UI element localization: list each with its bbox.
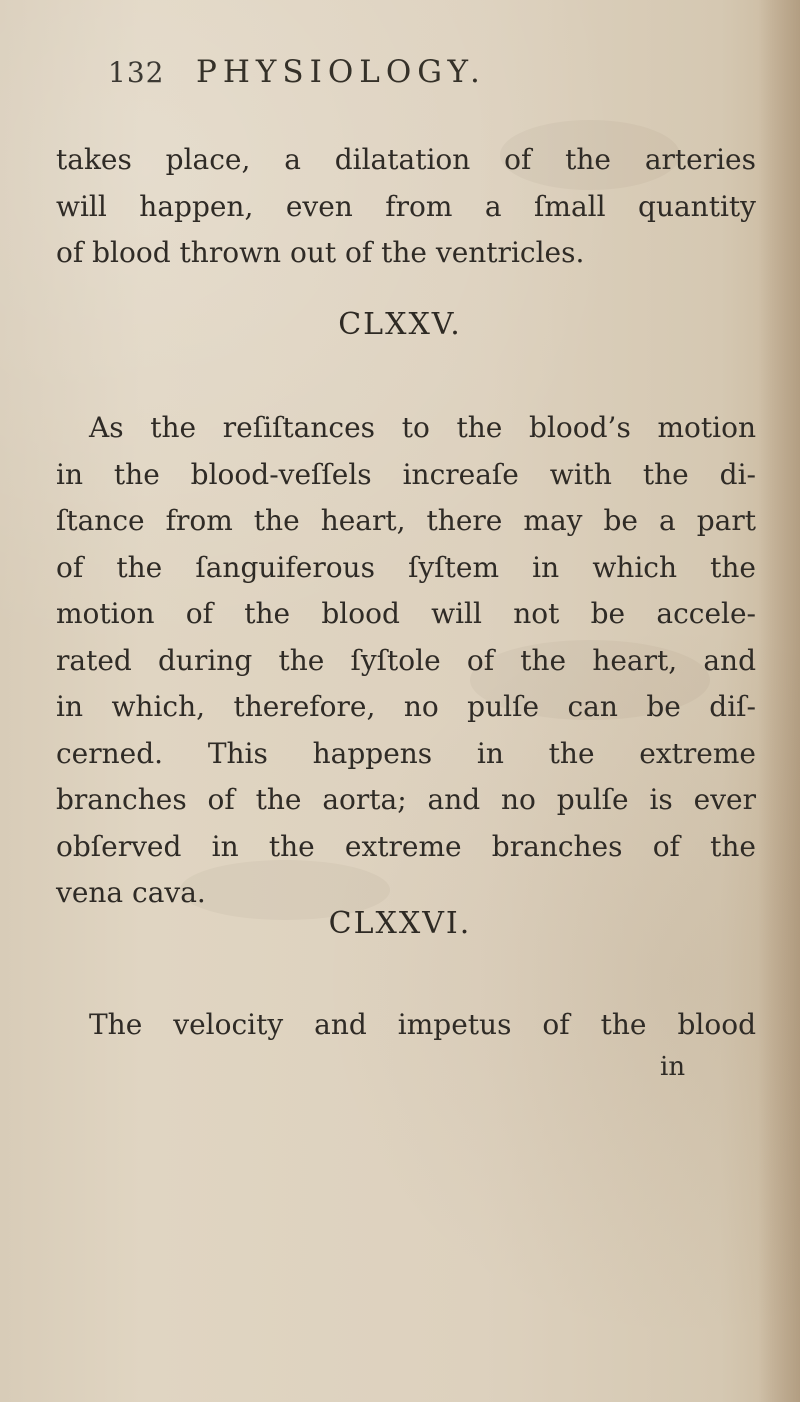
- text-line: obſerved in the extreme branches of the: [56, 829, 756, 863]
- text-line: vena cava.: [56, 876, 206, 909]
- text-line: cerned. This happens in the extreme: [56, 736, 756, 770]
- running-head: [108, 56, 668, 104]
- text-line: ſtance from the heart, there may be a part: [56, 504, 756, 537]
- text-line: rated during the ſyſtole of the heart, and: [56, 643, 756, 677]
- page-edge-shadow: [758, 0, 800, 1402]
- text-line: in the blood-veſſels increaſe with the di-: [56, 457, 756, 491]
- paragraph-2: [56, 405, 756, 917]
- text-line: in which, therefore, no pulſe can be diſ-: [56, 690, 756, 723]
- section-heading-clxxv: CLXXV.: [338, 307, 462, 342]
- text-line: will happen, even from a ſmall quantity: [56, 189, 756, 223]
- text-line: of the ſanguiferous ſyſtem in which the: [56, 550, 756, 584]
- header-title: PHYSIOLOGY.: [196, 54, 486, 90]
- catchword: in: [660, 1052, 686, 1082]
- text-line: motion of the blood will not be accele-: [56, 597, 756, 630]
- text-line: As the reſiſtances to the blood’s motion: [89, 411, 756, 444]
- text-line: The velocity and impetus of the blood: [89, 1008, 756, 1041]
- paragraph-1: [56, 137, 756, 277]
- text-line: takes place, a dilatation of the arteries: [56, 143, 756, 176]
- text-line: branches of the aorta; and no pulſe is ever: [56, 783, 756, 816]
- text-line: of blood thrown out of the ventricles.: [56, 236, 585, 269]
- section-heading-clxxvi: CLXXVI.: [328, 906, 472, 941]
- paragraph-3: [56, 1002, 756, 1049]
- page-number: 132: [108, 56, 165, 89]
